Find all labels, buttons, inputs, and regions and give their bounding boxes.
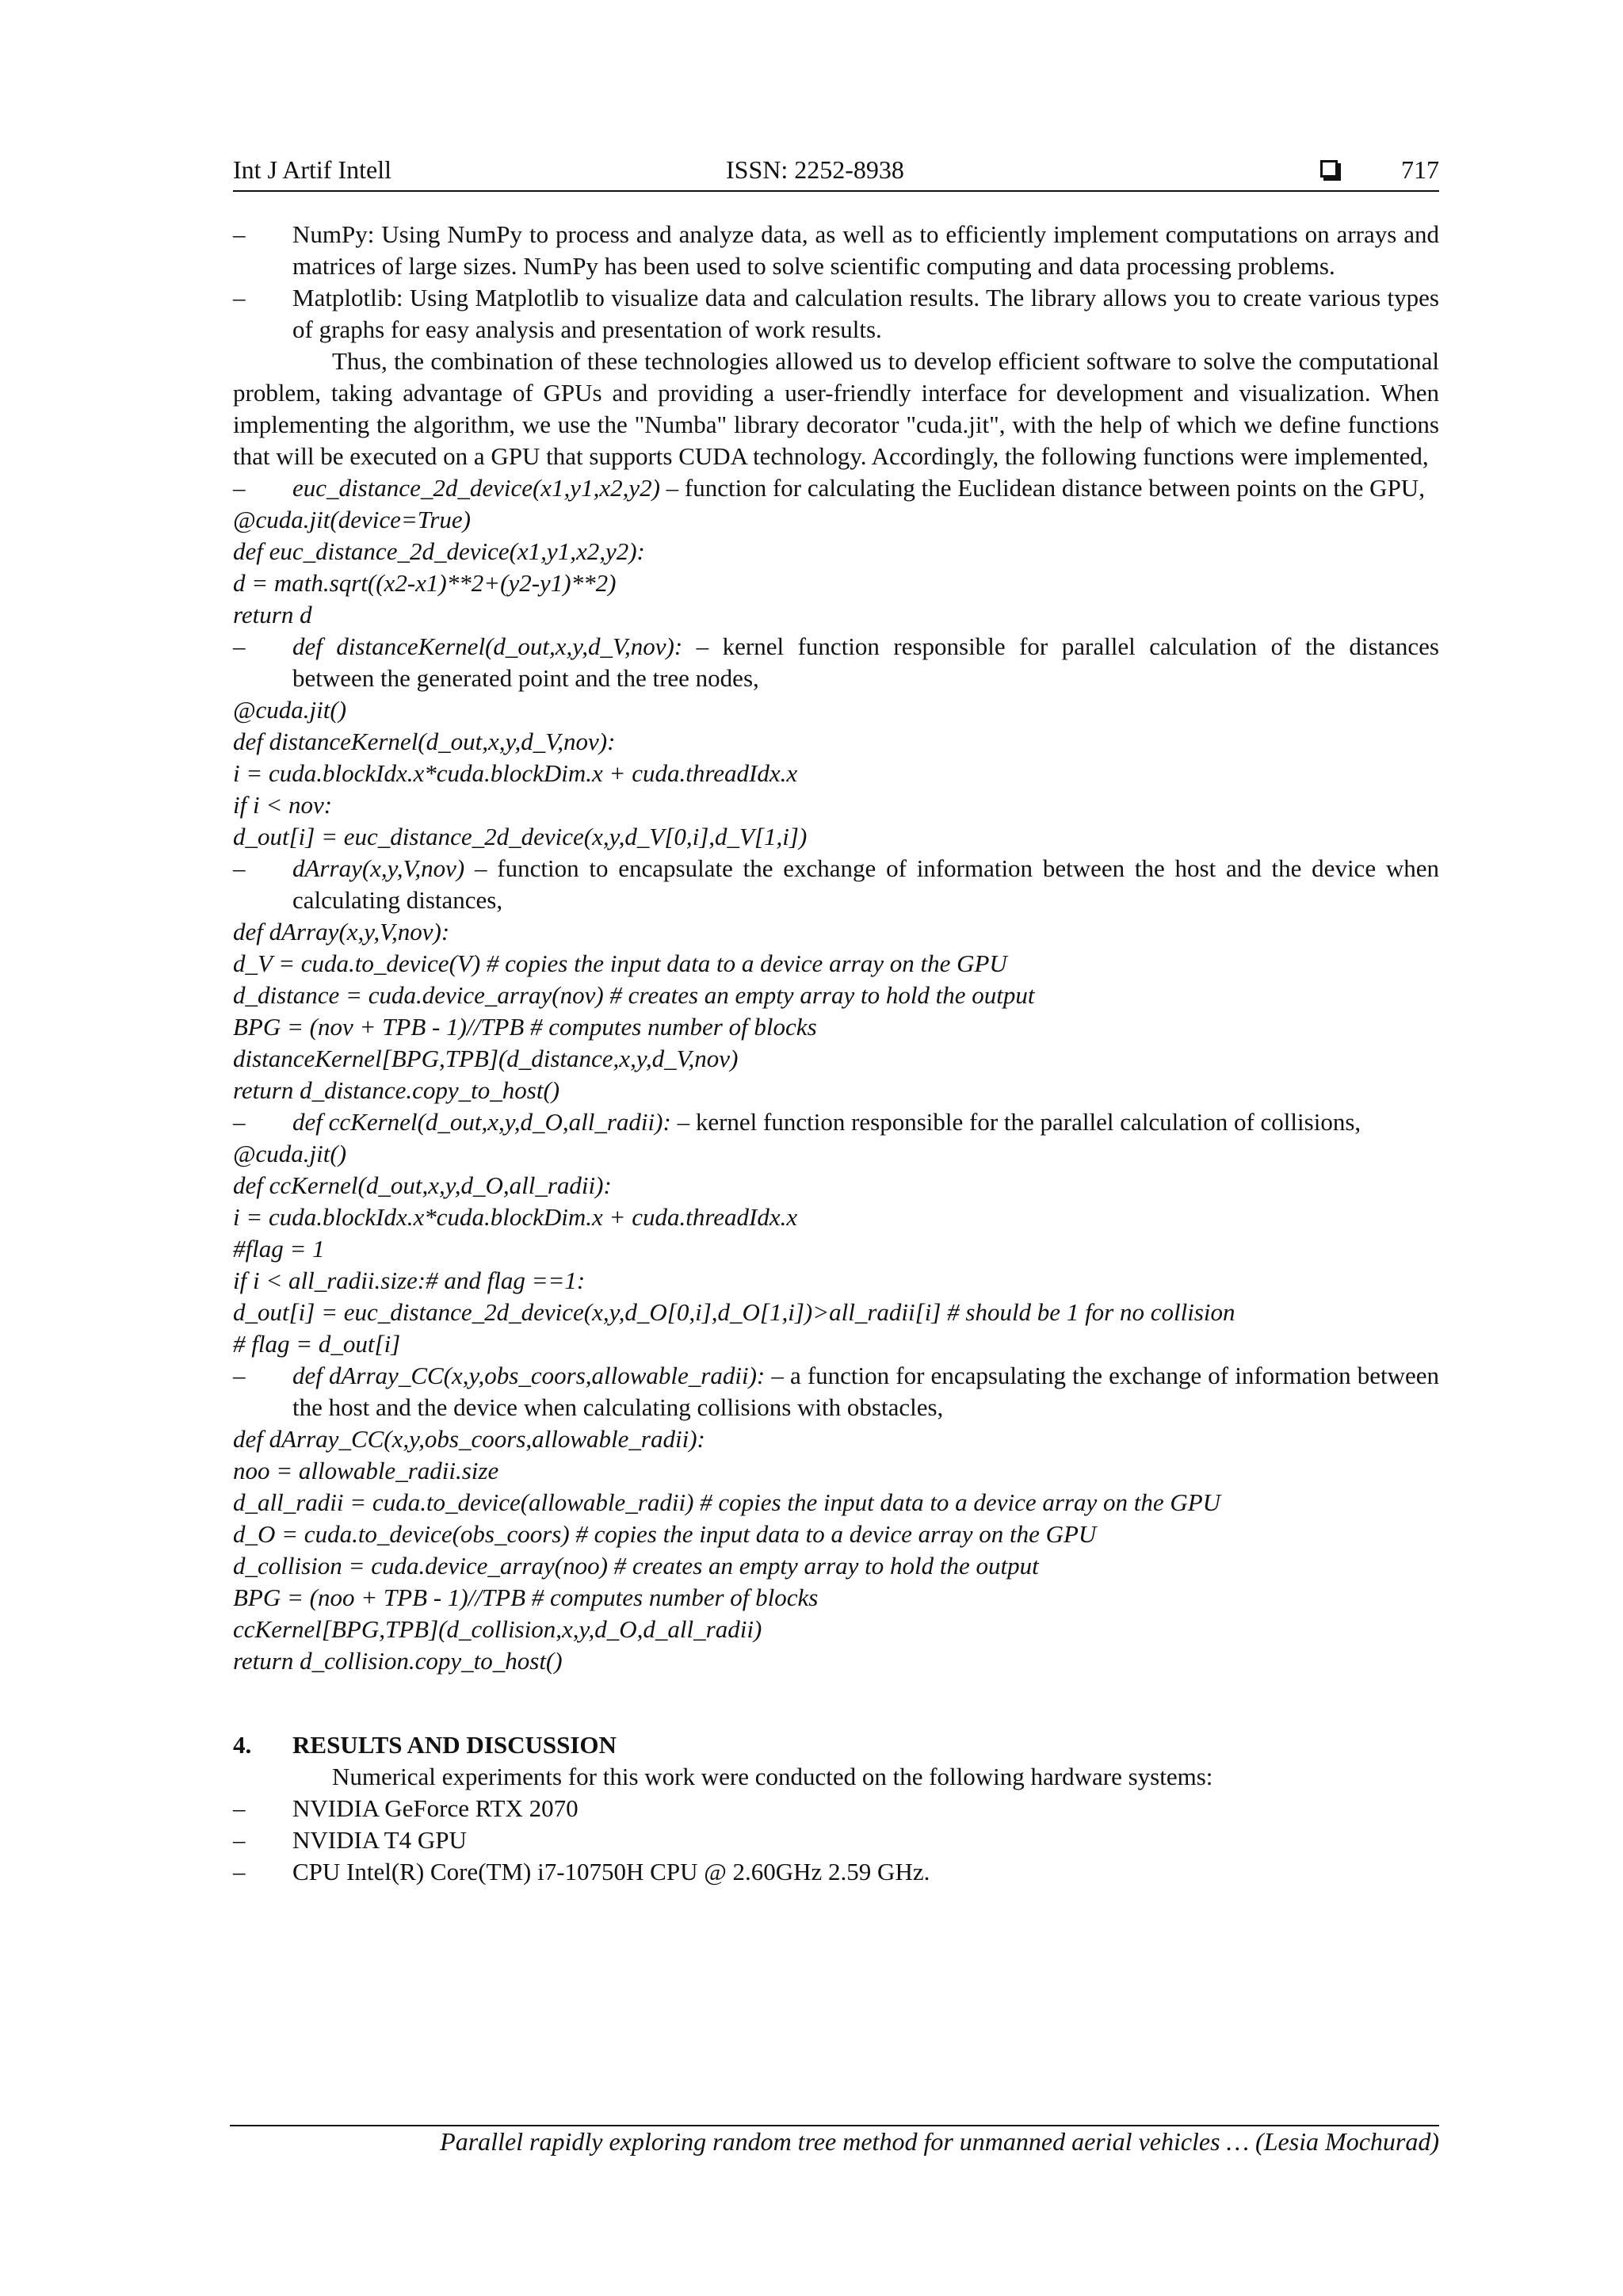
section-intro: Numerical experiments for this work were conducted on the following hardware systems: [332,1763,1213,1790]
dash-bullet: – [233,1826,246,1854]
code-line: d = math.sqrt((x2-x1)**2+(y2-y1)**2) [233,569,617,597]
page-number: 717 [1401,155,1439,184]
section-title: RESULTS AND DISCUSSION [292,1731,617,1759]
code-line: return d_collision.copy_to_host() [233,1647,563,1675]
code-line: @cuda.jit() [233,1140,347,1167]
code-line: d_O = cuda.to_device(obs_coors) # copies the input data to a device array on the GPU [233,1520,1097,1548]
code-line: def ccKernel(d_out,x,y,d_O,all_radii): [233,1171,612,1199]
code-line: @cuda.jit(device=True) [233,506,471,533]
section-heading [233,1729,1439,1761]
code-line: BPG = (noo + TPB - 1)//TPB # computes number of blocks [233,1584,819,1611]
body-text [233,219,1439,1888]
code-line: return d_distance.copy_to_host() [233,1076,560,1104]
code-line: #flag = 1 [233,1235,325,1263]
function-item [233,853,1439,916]
code-line: ccKernel[BPG,TPB](d_collision,x,y,d_O,d_all_radii) [233,1615,762,1643]
body-paragraph: Thus, the combination of these technologies allowed us to develop efficient software to solve the computational problem, taking advantage of GPUs and providing a user-friendly interface for development and visualization. When implementing the algorithm, we use the "Numba" library decorator "cuda.jit", with the help of which we define functions that will be executed on a GPU that supports CUDA technology. Accordingly, the following functions were implemented, [233,347,1439,470]
function-description: – a function for encapsulating the exchange of information between the host and the device when calculating collisions with obstacles, [292,1362,1439,1421]
code-line: d_out[i] = euc_distance_2d_device(x,y,d_O[0,i],d_O[1,i])>all_radii[i] # should be 1 for no collision [233,1298,1235,1326]
list-item-text: NVIDIA T4 GPU [292,1826,467,1854]
list-item [233,1856,1439,1888]
journal-name: Int J Artif Intell [233,155,391,184]
function-item [233,472,1439,504]
dash-bullet: – [233,1858,246,1885]
code-line: # flag = d_out[i] [233,1330,401,1358]
function-description: – function for calculating the Euclidean distance between points on the GPU, [659,474,1425,502]
footer-rule [230,2125,1439,2126]
code-line: noo = allowable_radii.size [233,1457,499,1484]
function-description: – kernel function responsible for the parallel calculation of collisions, [670,1108,1361,1136]
list-item [233,219,1439,282]
function-signature: def dArray_CC(x,y,obs_coors,allowable_radii): [292,1362,766,1389]
code-line: def distanceKernel(d_out,x,y,d_V,nov): [233,728,616,755]
list-item [233,1793,1439,1824]
code-line: return d [233,601,312,628]
dash-bullet: – [233,474,246,502]
function-description: – kernel function responsible for parallel calculation of the distances between the generated point and the tree nodes, [292,632,1440,692]
code-line: d_collision = cuda.device_array(noo) # creates an empty array to hold the output [233,1552,1039,1580]
dash-bullet: – [233,220,246,248]
code-line: def dArray(x,y,V,nov): [233,918,450,946]
dash-bullet: – [233,632,246,660]
dash-bullet: – [233,1108,246,1136]
code-line: d_all_radii = cuda.to_device(allowable_radii) # copies the input data to a device array on the GPU [233,1488,1221,1516]
list-item-text: NVIDIA GeForce RTX 2070 [292,1794,579,1822]
code-line: def dArray_CC(x,y,obs_coors,allowable_radii): [233,1425,705,1453]
code-line: @cuda.jit() [233,696,347,724]
list-item [233,282,1439,346]
function-description: – function to encapsulate the exchange of information between the host and the device when calculating distances, [292,854,1439,914]
list-item-text: CPU Intel(R) Core(TM) i7-10750H CPU @ 2.60GHz 2.59 GHz. [292,1858,930,1885]
code-line: d_distance = cuda.device_array(nov) # creates an empty array to hold the output [233,981,1035,1009]
running-header [233,155,1439,192]
list-item-text: Matplotlib: Using Matplotlib to visualize data and calculation results. The library allows you to create various types of graphs for easy analysis and presentation of work results. [292,284,1439,343]
function-item [233,1360,1439,1423]
function-item [233,631,1439,694]
function-list [233,472,1439,1677]
header-rule [233,190,1439,192]
function-signature: def distanceKernel(d_out,x,y,d_V,nov): [292,632,683,660]
running-footer: Parallel rapidly exploring random tree method for unmanned aerial vehicles … (Lesia Mochurad) [440,2127,1439,2156]
code-line: BPG = (nov + TPB - 1)//TPB # computes number of blocks [233,1013,817,1041]
function-signature: def ccKernel(d_out,x,y,d_O,all_radii): [292,1108,671,1136]
code-line: if i < all_radii.size:# and flag ==1: [233,1266,586,1294]
function-item [233,1106,1439,1138]
code-line: distanceKernel[BPG,TPB](d_distance,x,y,d_V,nov) [233,1045,739,1072]
dash-bullet: – [233,854,246,882]
code-line: i = cuda.blockIdx.x*cuda.blockDim.x + cuda.threadIdx.x [233,1203,798,1231]
dash-bullet: – [233,284,246,311]
square-icon [1320,160,1338,178]
code-line: if i < nov: [233,791,333,819]
list-item-text: NumPy: Using NumPy to process and analyze data, as well as to efficiently implement computations on arrays and matrices of large sizes. NumPy has been used to solve scientific computing and data processing problems. [292,220,1439,280]
code-line: d_out[i] = euc_distance_2d_device(x,y,d_V[0,i],d_V[1,i]) [233,823,808,850]
section-gap [233,1677,1439,1729]
dash-bullet: – [233,1794,246,1822]
issn: ISSN: 2252-8938 [726,155,904,184]
function-signature: dArray(x,y,V,nov) [292,854,465,882]
section-number: 4. [233,1731,252,1759]
code-line: i = cuda.blockIdx.x*cuda.blockDim.x + cuda.threadIdx.x [233,759,798,787]
list-item [233,1824,1439,1856]
function-signature: euc_distance_2d_device(x1,y1,x2,y2) [292,474,660,502]
dash-bullet: – [233,1362,246,1389]
code-line: def euc_distance_2d_device(x1,y1,x2,y2): [233,537,645,565]
code-line: d_V = cuda.to_device(V) # copies the input data to a device array on the GPU [233,949,1007,977]
